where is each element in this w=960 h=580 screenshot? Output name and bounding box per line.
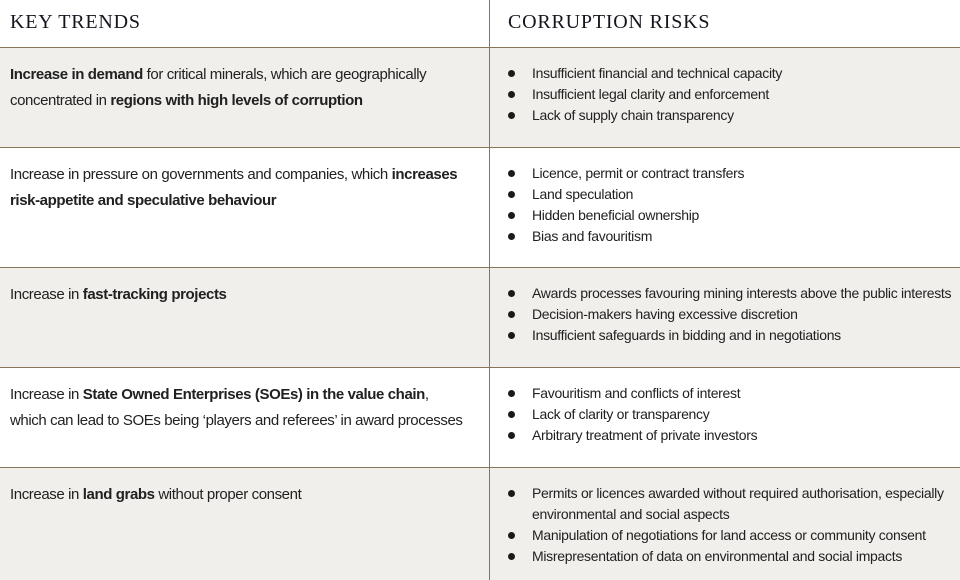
trend-cell — [0, 368, 490, 467]
risks-cell — [490, 468, 960, 580]
table-row — [0, 268, 960, 368]
trend-cell — [0, 268, 490, 367]
risks-cell — [490, 368, 960, 467]
trend-text: Increase in fast-tracking projects — [10, 286, 227, 303]
risk-item: Insufficient safeguards in bidding and in negotiations — [490, 325, 956, 346]
table-body — [0, 48, 960, 580]
risk-list — [490, 383, 956, 446]
trend-text: Increase in land grabs without proper consent — [10, 486, 302, 503]
risks-cell — [490, 48, 960, 147]
table-row — [0, 468, 960, 580]
risk-item: Bias and favouritism — [490, 226, 956, 247]
risk-item: Misrepresentation of data on environmental and social impacts — [490, 546, 956, 567]
risk-item: Permits or licences awarded without required authorisation, especially environmental and social aspects — [490, 483, 956, 525]
trend-cell — [0, 148, 490, 267]
risk-item: Arbitrary treatment of private investors — [490, 425, 956, 446]
risk-list — [490, 163, 956, 247]
risk-item: Licence, permit or contract transfers — [490, 163, 956, 184]
risk-item: Insufficient legal clarity and enforcement — [490, 84, 956, 105]
risk-item: Lack of supply chain transparency — [490, 105, 956, 126]
table-row — [0, 48, 960, 148]
risks-cell — [490, 148, 960, 267]
table-row — [0, 148, 960, 268]
trend-text: Increase in State Owned Enterprises (SOEs) in the value chain, which can lead to SOEs being ‘players and referees’ in award processes — [10, 386, 463, 429]
risks-cell — [490, 268, 960, 367]
trend-text: Increase in demand for critical minerals, which are geographically concentrated in regions with high levels of corruption — [10, 66, 427, 109]
column-header-corruption-risks: CORRUPTION RISKS — [508, 11, 711, 33]
trend-text: Increase in pressure on governments and companies, which increases risk-appetite and speculative behaviour — [10, 166, 458, 209]
risk-item: Decision-makers having excessive discretion — [490, 304, 956, 325]
risk-item: Favouritism and conflicts of interest — [490, 383, 956, 404]
risk-item: Hidden beneficial ownership — [490, 205, 956, 226]
risk-item: Manipulation of negotiations for land access or community consent — [490, 525, 956, 546]
risk-item: Land speculation — [490, 184, 956, 205]
risk-item: Lack of clarity or transparency — [490, 404, 956, 425]
trend-cell — [0, 468, 490, 580]
risk-list — [490, 63, 956, 126]
column-header-key-trends: KEY TRENDS — [0, 0, 490, 47]
table-row — [0, 368, 960, 468]
risk-item: Insufficient financial and technical capacity — [490, 63, 956, 84]
trend-cell — [0, 48, 490, 147]
risk-list — [490, 283, 956, 346]
table-header-row — [0, 0, 960, 48]
risk-item: Awards processes favouring mining interests above the public interests — [490, 283, 956, 304]
risk-list — [490, 483, 956, 567]
